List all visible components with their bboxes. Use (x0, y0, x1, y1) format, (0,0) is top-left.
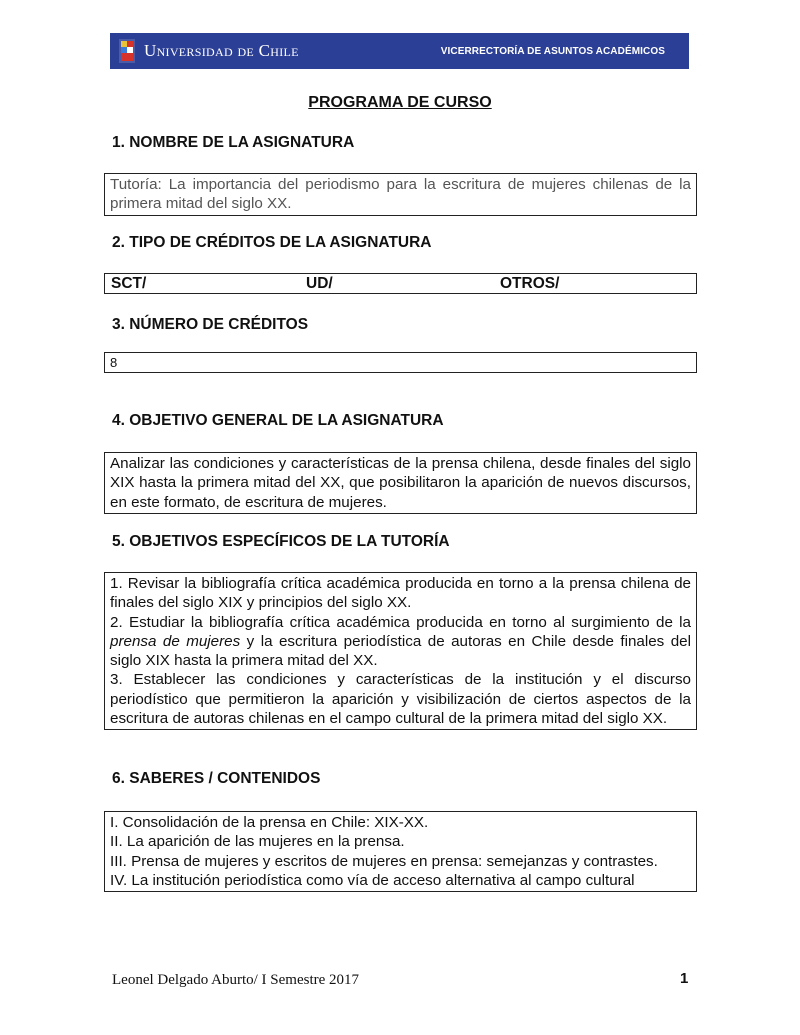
content-item: IV. La institución periodística como vía de acceso alternativa al campo cultural (110, 871, 635, 889)
general-objective-text: Analizar las condiciones y características de la prensa chilena, desde finales del siglo XIX hasta la primera mitad del XX, que posibilitaron la aparición de nuevos discursos, en este formato, de escritura de mujeres. (110, 455, 691, 511)
objective-item-1: 1. Revisar la bibliografía crítica académica producida en torno a la prensa chilena de finales del siglo XIX y principios del siglo XX. (110, 575, 691, 612)
credit-type-otros: OTROS/ (500, 275, 560, 292)
university-logo-icon (116, 37, 138, 65)
credit-number-box (104, 352, 697, 373)
content-item: I. Consolidación de la prensa en Chile: XIX-XX. (110, 814, 429, 831)
course-name-box (104, 173, 697, 216)
credit-number-value: 8 (110, 355, 118, 370)
objective-item-2-end: y la escritura periodística de autoras en Chile desde finales del siglo XIX hasta la primera mitad del XX. (110, 632, 691, 670)
content-item: II. La aparición de las mujeres en la prensa. (110, 833, 405, 851)
content-item: III. Prensa de mujeres y escritos de mujeres en prensa: semejanzas y contrastes. (110, 852, 658, 870)
objective-item-2-emphasis: prensa de mujeres (110, 632, 241, 650)
section-3-heading: 3. NÚMERO DE CRÉDITOS (112, 316, 309, 333)
general-objective-box (104, 452, 697, 514)
university-name: Universidad de Chile (144, 41, 299, 60)
contents-box (104, 811, 697, 892)
course-name-text: Tutoría: La importancia del periodismo para la escritura de mujeres chilenas de la primera mitad del siglo XX. (110, 176, 691, 213)
header-banner (110, 33, 689, 69)
footer-author: Leonel Delgado Aburto/ I Semestre 2017 (112, 972, 360, 988)
section-2-heading: 2. TIPO DE CRÉDITOS DE LA ASIGNATURA (112, 234, 432, 251)
section-6-heading: 6. SABERES / CONTENIDOS (112, 770, 321, 787)
department-name: VICERRECTORÍA DE ASUNTOS ACADÉMICOS (440, 45, 665, 57)
credit-type-row (104, 273, 697, 294)
section-4-heading: 4. OBJETIVO GENERAL DE LA ASIGNATURA (112, 412, 444, 429)
objective-item-3: 3. Establecer las condiciones y características de la institución y el discurso periodístico que permitieron la aparición y visibilización de ciertos aspectos de la escritura de autoras chilenas en el campo cultural de la primera mitad del siglo XX. (110, 671, 691, 728)
objective-item-2-start: 2. Estudiar la bibliografía crítica académica producida en torno al surgimiento de la (110, 613, 691, 631)
section-5-heading: 5. OBJETIVOS ESPECÍFICOS DE LA TUTORÍA (112, 533, 450, 550)
objective-item-2 (110, 613, 691, 671)
specific-objectives-box (104, 572, 697, 730)
page-number: 1 (680, 970, 689, 987)
credit-type-sct: SCT/ (111, 275, 147, 292)
page-title: PROGRAMA DE CURSO (308, 94, 492, 111)
section-1-heading: 1. NOMBRE DE LA ASIGNATURA (112, 134, 355, 151)
credit-type-ud: UD/ (306, 275, 333, 292)
